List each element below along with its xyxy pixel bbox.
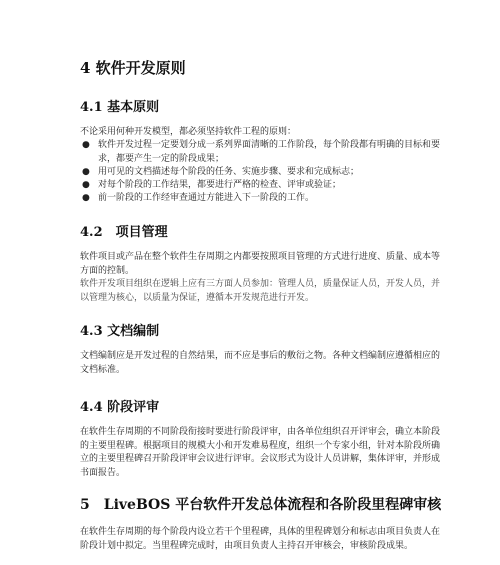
bullet-icon: ● [82,180,90,190]
paragraph-4-4: 在软件生存周期的不同阶段衔接时要进行阶段评审，由各单位组织召开评审会，确立本阶段的主要里程碑。根据项目的规模大小和开发难易程度，组织一个专家小组，针对本阶段所确立的主要里程碑召开阶段评审会议进行评审。会议形式为设计人员讲解，集体评审，并形成书面报告。 [80,427,441,478]
bullet-item [80,139,440,166]
heading-4-3: 4.3 文档编制 [80,324,160,339]
bullet-icon: ● [82,140,90,150]
bullet-text: 用可见的文档描述每个阶段的任务、实施步骤、要求和完成标志； [98,167,360,177]
bullet-text: 对每个阶段的工作结果，都要进行严格的检查、评审或验证； [98,180,342,190]
bullet-item [80,192,440,206]
heading-4-4: 4.4 阶段评审 [80,400,160,415]
bullet-text: 前一阶段的工作经审查通过方能进入下一阶段的工作。 [98,193,315,203]
heading-chapter-4: 4 软件开发原则 [80,59,186,77]
bullet-item [80,166,440,180]
paragraph-4-2-2: 软件开发项目组织在逻辑上应有三方面人员参加：管理人员，质量保证人员，开发人员，并以管理为核心，以质量为保证，遵循本开发规范进行开发。 [80,279,441,303]
paragraph-4-3: 文档编制应是开发过程的自然结果，而不应是事后的敷衍之物。各种文档编制应遵循相应的文档标准。 [80,351,441,375]
heading-4-1: 4.1 基本原则 [80,100,160,115]
paragraph-4-2-1: 软件项目或产品在整个软件生存周期之内都要按照项目管理的方式进行进度、质量、成本等方面的控制。 [80,252,441,276]
heading-chapter-5: 5 LiveBOS 平台软件开发总体流程和各阶段里程碑审核 [80,497,442,513]
bullet-icon: ● [82,167,90,177]
bullet-icon: ● [82,193,90,203]
bullet-text: 软件开发过程一定要划分成一系列界面清晰的工作阶段，每个阶段都有明确的目标和要求，都要产生一定的阶段成果； [98,140,441,164]
paragraph-4-1-intro: 不论采用何种开发模型，都必须坚持软件工程的原则： [80,127,297,137]
heading-4-2: 4.2 项目管理 [80,225,168,240]
bullet-item [80,179,440,193]
paragraph-5: 在软件生存周期的每个阶段内设立若干个里程碑，具体的里程碑划分和标志由项目负责人在阶段计划中拟定。当里程碑完成时，由项目负责人主持召开审核会，审核阶段成果。 [80,527,441,551]
